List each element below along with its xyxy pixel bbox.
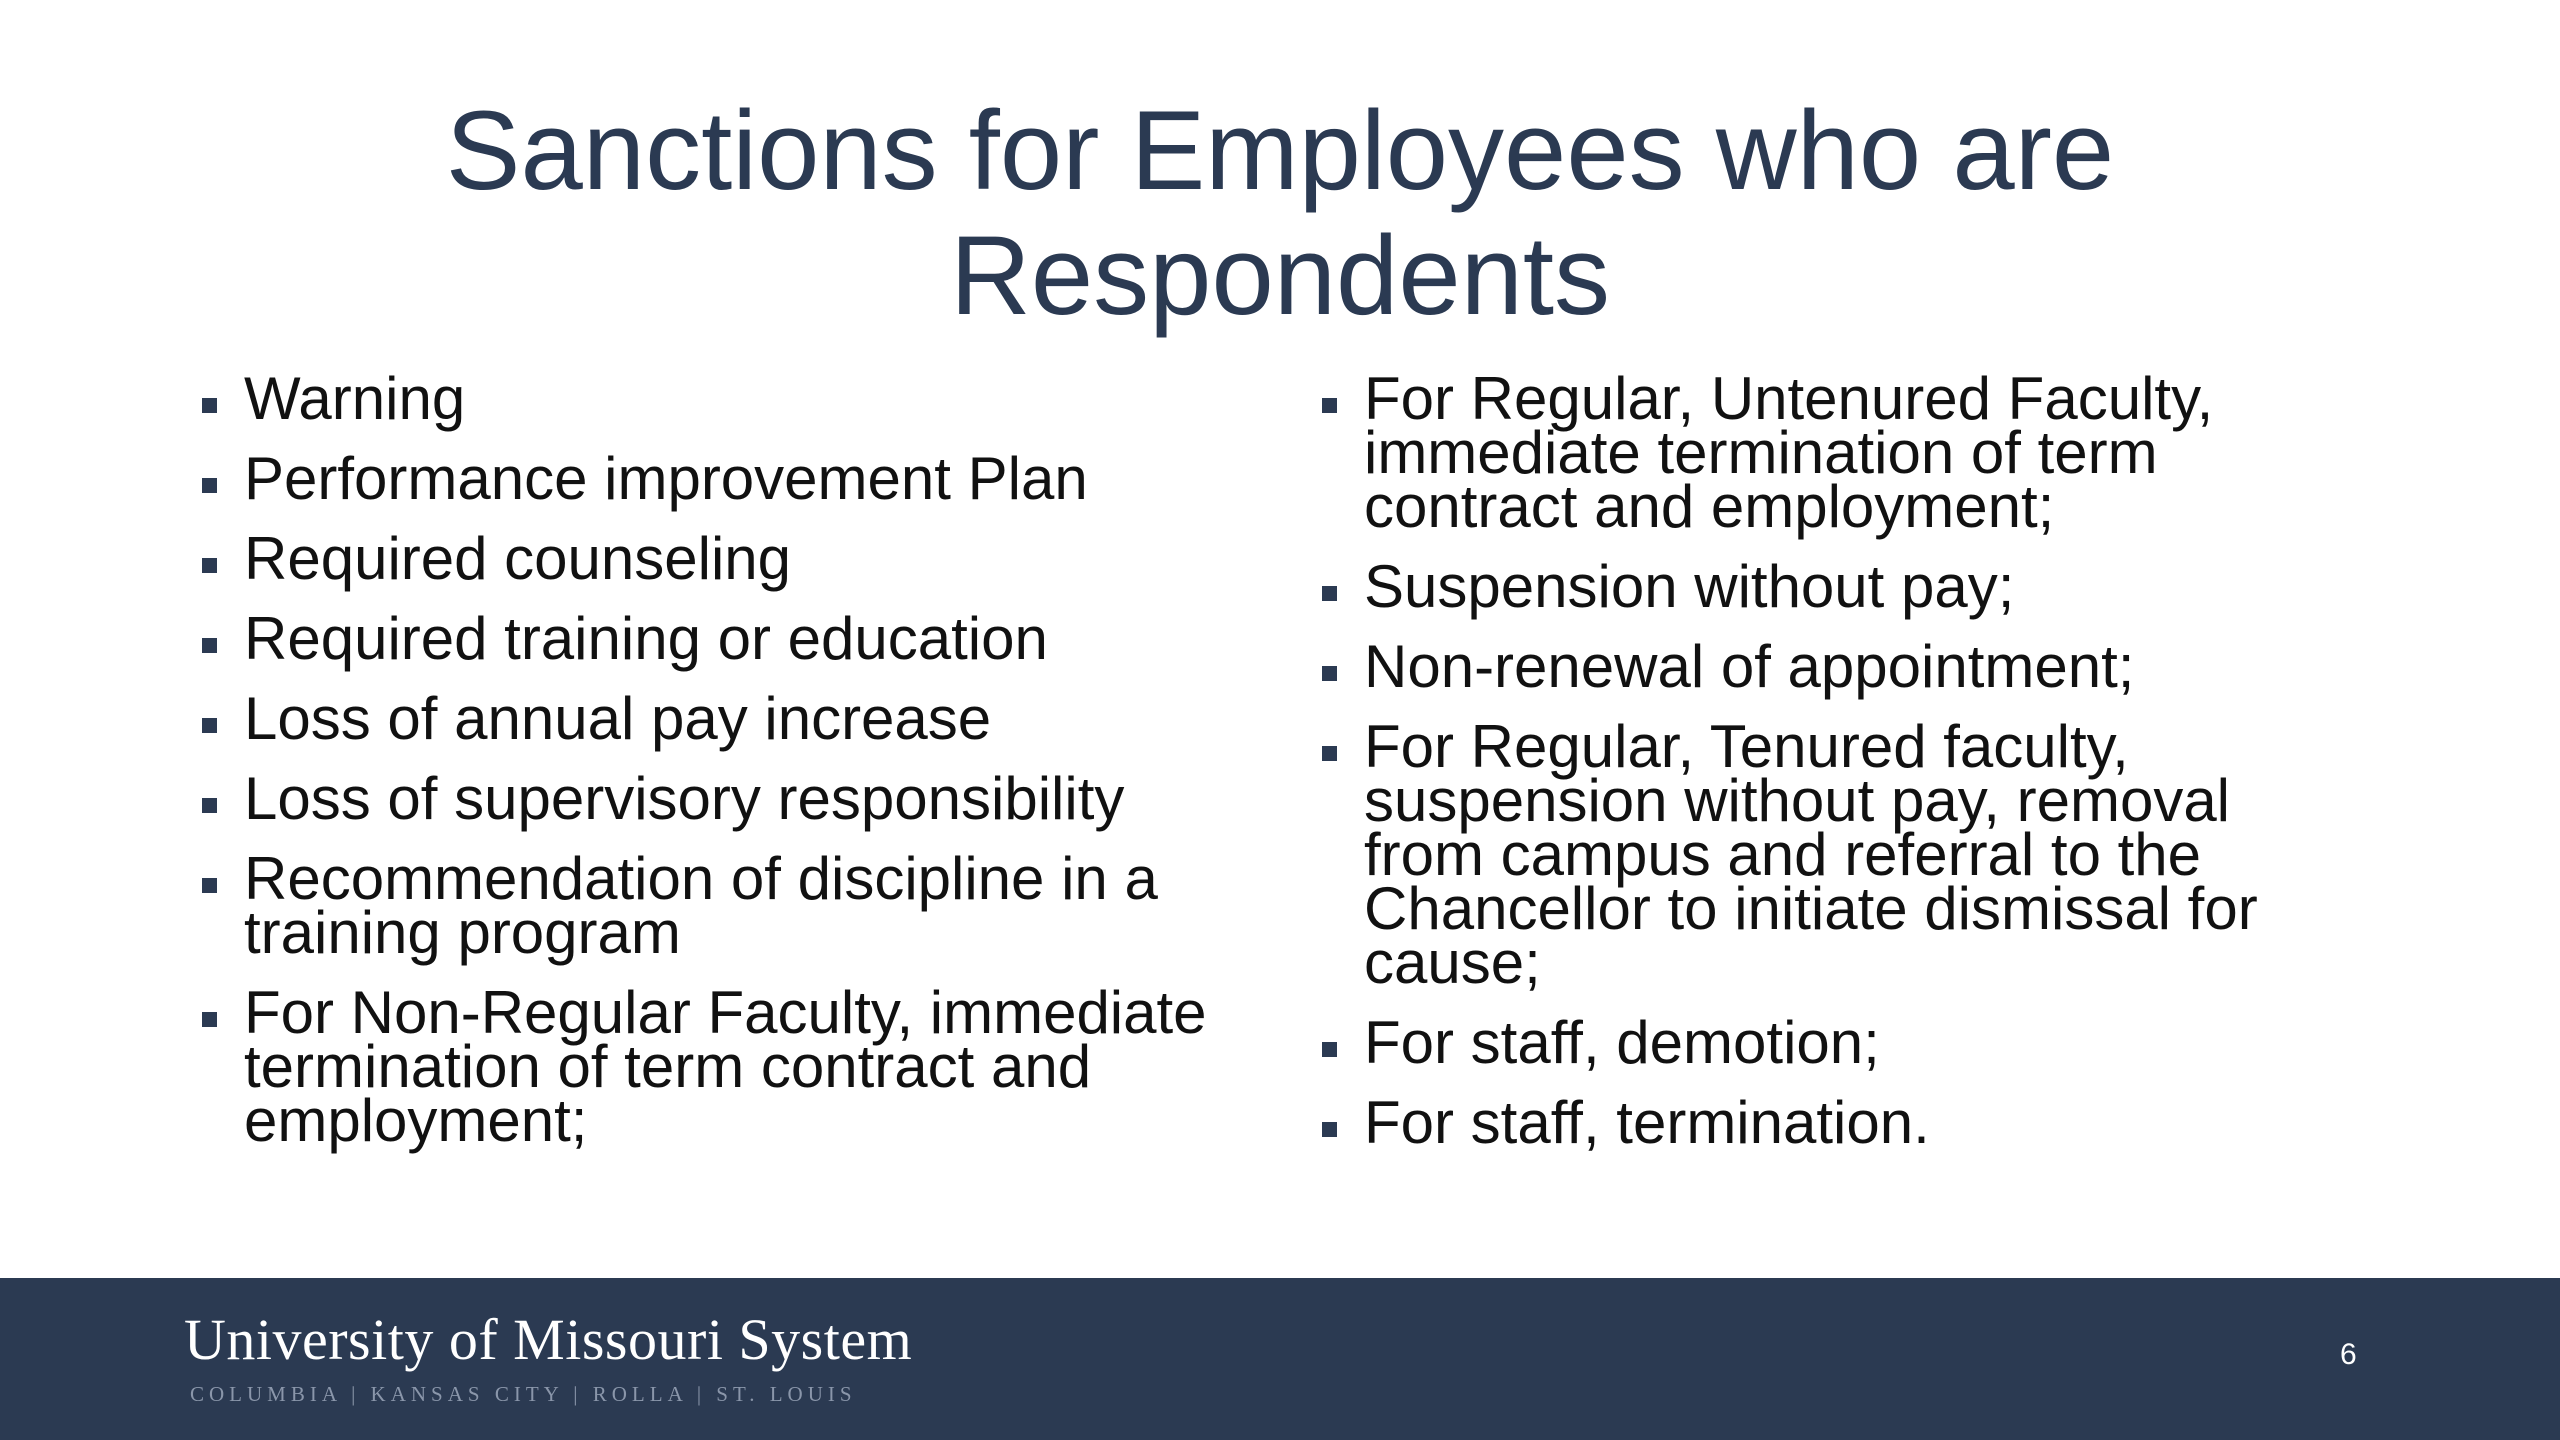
square-bullet-icon xyxy=(202,398,217,413)
square-bullet-icon xyxy=(1322,586,1337,601)
list-item-text: Performance improvement Plan xyxy=(244,445,1088,512)
list-item-text: Recommendation of discipline in a training program xyxy=(244,845,1158,966)
slide-title-line-1: Sanctions for Employees who are xyxy=(445,88,2115,213)
square-bullet-icon xyxy=(1322,666,1337,681)
list-item-text: Loss of annual pay increase xyxy=(244,685,992,752)
square-bullet-icon xyxy=(202,638,217,653)
list-item xyxy=(190,445,1260,512)
list-item-text: For Regular, Tenured faculty, suspension without pay, removal from campus and referral to the Chancellor to initiate dismissal for cause; xyxy=(1364,713,2258,996)
list-item xyxy=(1310,1089,2360,1156)
list-item-text: For staff, demotion; xyxy=(1364,1009,1880,1076)
list-item xyxy=(1310,713,2360,996)
list-item xyxy=(1310,1009,2360,1076)
square-bullet-icon xyxy=(202,718,217,733)
list-item-text: For Regular, Untenured Faculty, immediate termination of term contract and employment; xyxy=(1364,365,2214,540)
square-bullet-icon xyxy=(202,798,217,813)
list-item xyxy=(1310,365,2360,540)
slide-title xyxy=(180,88,2380,338)
page-number: 6 xyxy=(2340,1338,2357,1371)
list-item xyxy=(190,979,1260,1154)
square-bullet-icon xyxy=(1322,1122,1337,1137)
right-bullet-list xyxy=(1310,365,2360,1176)
left-bullet-list xyxy=(190,365,1260,1174)
list-item xyxy=(190,845,1260,966)
list-item-text: Required training or education xyxy=(244,605,1048,672)
footer-bar xyxy=(0,1278,2560,1440)
list-item xyxy=(1310,633,2360,700)
square-bullet-icon xyxy=(1322,746,1337,761)
list-item xyxy=(190,605,1260,672)
list-item xyxy=(190,765,1260,832)
university-logo-wordmark: University of Missouri System xyxy=(184,1307,913,1372)
list-item xyxy=(190,685,1260,752)
list-item-text: Non-renewal of appointment; xyxy=(1364,633,2135,700)
list-item-text: Loss of supervisory responsibility xyxy=(244,765,1125,832)
list-item-text: Suspension without pay; xyxy=(1364,553,2015,620)
list-item-text: For Non-Regular Faculty, immediate termination of term contract and employment; xyxy=(244,979,1207,1154)
square-bullet-icon xyxy=(1322,1042,1337,1057)
campus-list: COLUMBIA | KANSAS CITY | ROLLA | ST. LOUIS xyxy=(190,1382,857,1406)
square-bullet-icon xyxy=(202,1012,217,1027)
list-item xyxy=(1310,553,2360,620)
list-item-text: Required counseling xyxy=(244,525,792,592)
square-bullet-icon xyxy=(202,878,217,893)
square-bullet-icon xyxy=(1322,398,1337,413)
square-bullet-icon xyxy=(202,558,217,573)
list-item xyxy=(190,365,1260,432)
list-item xyxy=(190,525,1260,592)
square-bullet-icon xyxy=(202,478,217,493)
list-item-text: For staff, termination. xyxy=(1364,1089,1930,1156)
list-item-text: Warning xyxy=(244,365,466,432)
slide-title-line-2: Respondents xyxy=(949,213,1611,338)
